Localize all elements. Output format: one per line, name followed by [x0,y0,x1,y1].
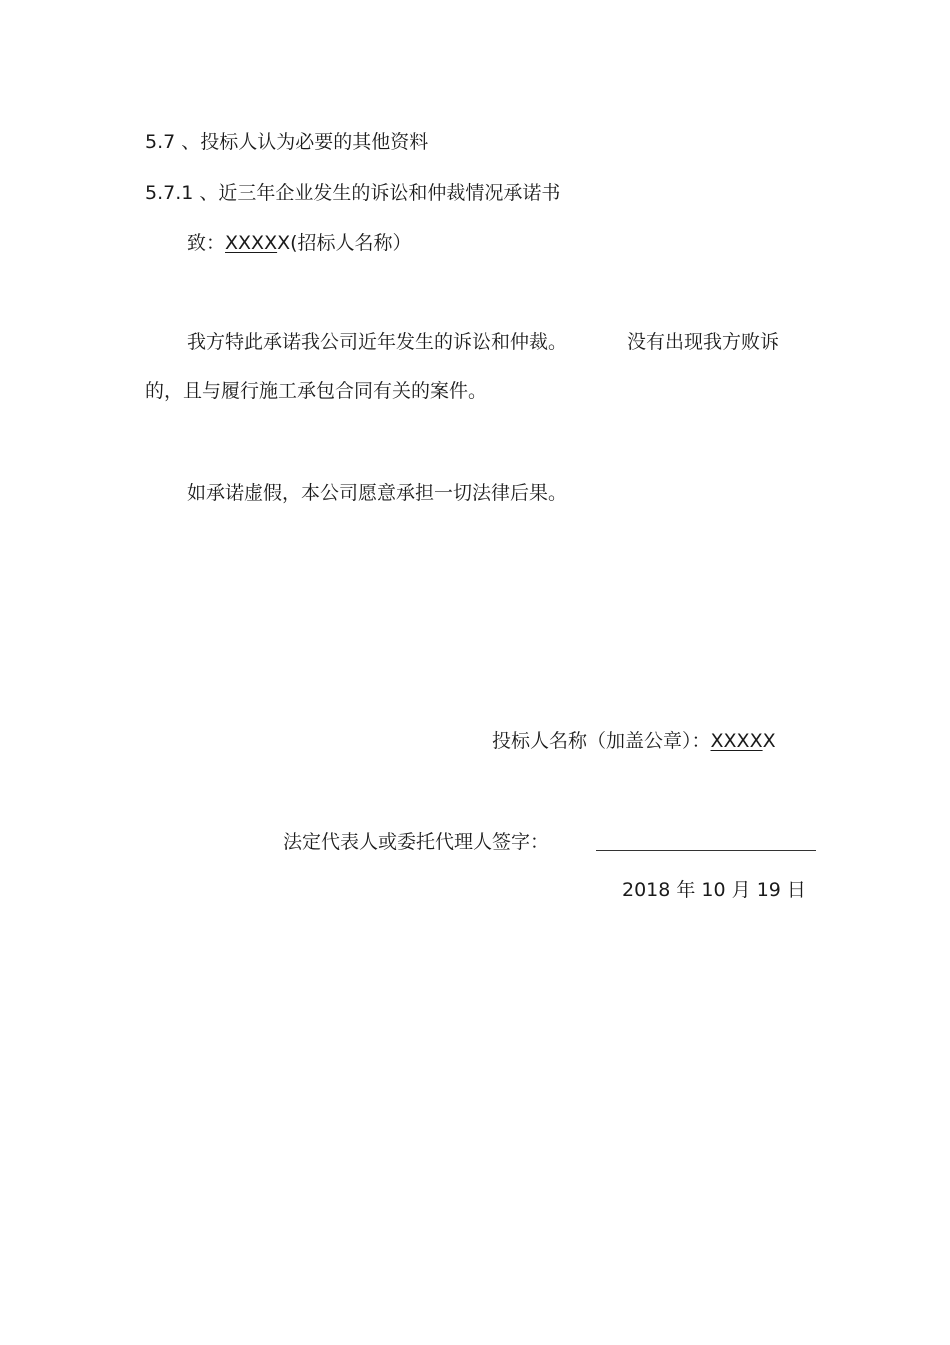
bidder-name-underlined: XXXX [710,730,763,752]
addressee-prefix: 致： [187,232,226,254]
signature-label: 法定代表人或委托代理人签字： [283,831,550,853]
paragraph1-line1a: 我方特此承诺我公司近年发生的诉讼和仲裁。 [187,331,568,353]
bidder-name-line [492,729,776,753]
bidder-name-rest: X [762,730,776,752]
date: 2018 年 10 月 19 日 [622,879,806,901]
addressee-name-rest: X(招标人名称） [277,232,412,254]
subsection-heading: 5.7.1 、近三年企业发生的诉讼和仲裁情况承诺书 [145,182,561,204]
paragraph1-line1b: 没有出现我方败诉 [627,331,780,353]
addressee-line [187,231,412,255]
paragraph1-line2: 的，且与履行施工承包合同有关的案件。 [145,380,488,402]
addressee-name-underlined: XXXX [225,232,278,254]
bidder-label: 投标人名称（加盖公章）： [492,730,711,752]
paragraph2: 如承诺虚假，本公司愿意承担一切法律后果。 [187,482,568,504]
signature-blank-line [596,850,816,851]
section-heading: 5.7 、投标人认为必要的其他资料 [145,131,429,153]
